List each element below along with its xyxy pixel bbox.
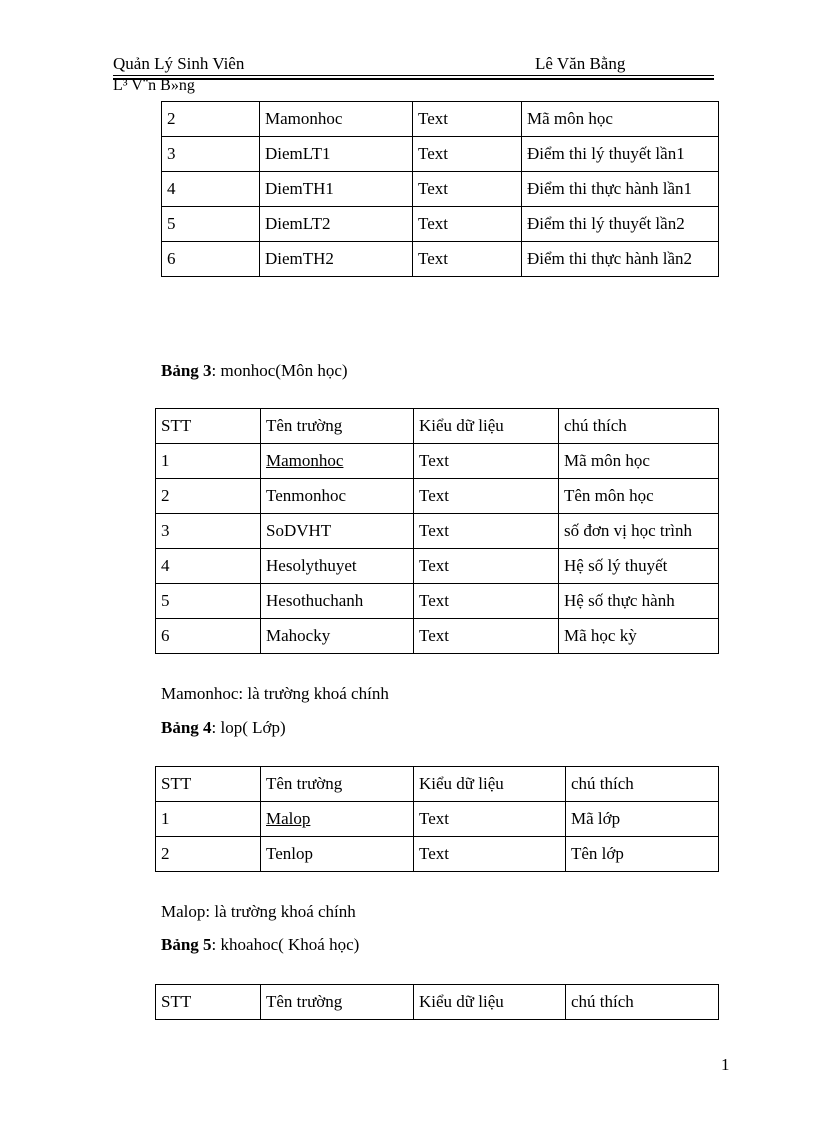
- cell-note: Điểm thi lý thuyết lần1: [522, 137, 719, 172]
- header-note: chú thích: [566, 767, 719, 802]
- header-stt: STT: [156, 409, 261, 444]
- table-header-row: [156, 409, 719, 444]
- caption-bang-3-text: : monhoc(Môn học): [211, 361, 348, 380]
- cell-type: Text: [414, 479, 559, 514]
- cell-field: Tenlop: [261, 837, 414, 872]
- cell-type: Text: [414, 514, 559, 549]
- cell-type: Text: [413, 207, 522, 242]
- caption-bang-3: [161, 361, 348, 381]
- table-row: [156, 584, 719, 619]
- cell-type: Text: [414, 837, 566, 872]
- table-row: [156, 619, 719, 654]
- cell-field: DiemLT1: [260, 137, 413, 172]
- cell-stt: 3: [162, 137, 260, 172]
- cell-type: Text: [413, 137, 522, 172]
- cell-stt: 2: [156, 837, 261, 872]
- cell-note: Mã môn học: [559, 444, 719, 479]
- caption-bang-5-text: : khoahoc( Khoá học): [211, 935, 360, 954]
- cell-field: Hesothuchanh: [261, 584, 414, 619]
- header-author: Lê Văn Bằng: [535, 54, 626, 73]
- cell-note: Mã môn học: [522, 102, 719, 137]
- cell-type: Text: [413, 102, 522, 137]
- cell-stt: 6: [156, 619, 261, 654]
- table-diem-continued: [161, 101, 719, 277]
- caption-bang-4-text: : lop( Lớp): [211, 718, 286, 737]
- cell-type: Text: [414, 802, 566, 837]
- cell-stt: 3: [156, 514, 261, 549]
- header-note: chú thích: [566, 985, 719, 1020]
- table-row: [156, 802, 719, 837]
- cell-stt: 4: [162, 172, 260, 207]
- cell-field: DiemLT2: [260, 207, 413, 242]
- cell-field: [261, 444, 414, 479]
- header-field: Tên trường: [261, 409, 414, 444]
- caption-bang-3-label: Bảng 3: [161, 361, 212, 380]
- cell-type: Text: [414, 584, 559, 619]
- cell-note: Điểm thi thực hành lần1: [522, 172, 719, 207]
- cell-field: [261, 802, 414, 837]
- header-type: Kiểu dữ liệu: [414, 409, 559, 444]
- caption-bang-4: [161, 718, 286, 738]
- cell-note: Mã học kỳ: [559, 619, 719, 654]
- cell-stt: 5: [162, 207, 260, 242]
- cell-note: Mã lớp: [566, 802, 719, 837]
- primary-key-field: Mamonhoc: [266, 451, 344, 470]
- cell-note: Tên lớp: [566, 837, 719, 872]
- header-title: Quản Lý Sinh Viên: [113, 54, 245, 73]
- table-monhoc: [155, 408, 719, 654]
- cell-stt: 1: [156, 444, 261, 479]
- cell-stt: 5: [156, 584, 261, 619]
- header-type: Kiểu dữ liệu: [414, 985, 566, 1020]
- cell-type: Text: [414, 619, 559, 654]
- table-row: [162, 207, 719, 242]
- page-number: 1: [721, 1055, 730, 1074]
- header-field: Tên trường: [261, 767, 414, 802]
- cell-note: Điểm thi lý thuyết lần2: [522, 207, 719, 242]
- header-rule: [113, 75, 714, 76]
- cell-note: Hệ số thực hành: [559, 584, 719, 619]
- header-garbled-author: L³ V¨n B»ng: [113, 77, 195, 94]
- note-primary-key-lop: Malop: là trường khoá chính: [161, 902, 356, 921]
- header-rule-thick: [113, 78, 714, 80]
- table-row: [162, 172, 719, 207]
- caption-bang-5-label: Bảng 5: [161, 935, 212, 954]
- header-stt: STT: [156, 767, 261, 802]
- header-field: Tên trường: [261, 985, 414, 1020]
- table-row: [156, 479, 719, 514]
- cell-note: Điểm thi thực hành lần2: [522, 242, 719, 277]
- table-lop: [155, 766, 719, 872]
- table-khoahoc: [155, 984, 719, 1020]
- cell-stt: 2: [156, 479, 261, 514]
- primary-key-field: Malop: [266, 809, 311, 828]
- cell-type: Text: [413, 242, 522, 277]
- table-row: [156, 549, 719, 584]
- table-header-row: [156, 767, 719, 802]
- table-row: [156, 837, 719, 872]
- cell-field: Mahocky: [261, 619, 414, 654]
- cell-field: DiemTH2: [260, 242, 413, 277]
- cell-field: Mamonhoc: [260, 102, 413, 137]
- cell-note: Tên môn học: [559, 479, 719, 514]
- header-stt: STT: [156, 985, 261, 1020]
- caption-bang-5: [161, 935, 359, 955]
- cell-stt: 6: [162, 242, 260, 277]
- table-row: [162, 137, 719, 172]
- table-row: [162, 242, 719, 277]
- cell-type: Text: [414, 549, 559, 584]
- table-header-row: [156, 985, 719, 1020]
- cell-note: Hệ số lý thuyết: [559, 549, 719, 584]
- header-type: Kiểu dữ liệu: [414, 767, 566, 802]
- cell-stt: 2: [162, 102, 260, 137]
- table-row: [156, 514, 719, 549]
- cell-note: số đơn vị học trình: [559, 514, 719, 549]
- cell-field: Tenmonhoc: [261, 479, 414, 514]
- table-row: [162, 102, 719, 137]
- caption-bang-4-label: Bảng 4: [161, 718, 212, 737]
- cell-field: SoDVHT: [261, 514, 414, 549]
- header-note: chú thích: [559, 409, 719, 444]
- table-row: [156, 444, 719, 479]
- cell-stt: 4: [156, 549, 261, 584]
- cell-type: Text: [413, 172, 522, 207]
- note-primary-key-monhoc: Mamonhoc: là trường khoá chính: [161, 684, 389, 703]
- cell-field: DiemTH1: [260, 172, 413, 207]
- cell-type: Text: [414, 444, 559, 479]
- cell-stt: 1: [156, 802, 261, 837]
- cell-field: Hesolythuyet: [261, 549, 414, 584]
